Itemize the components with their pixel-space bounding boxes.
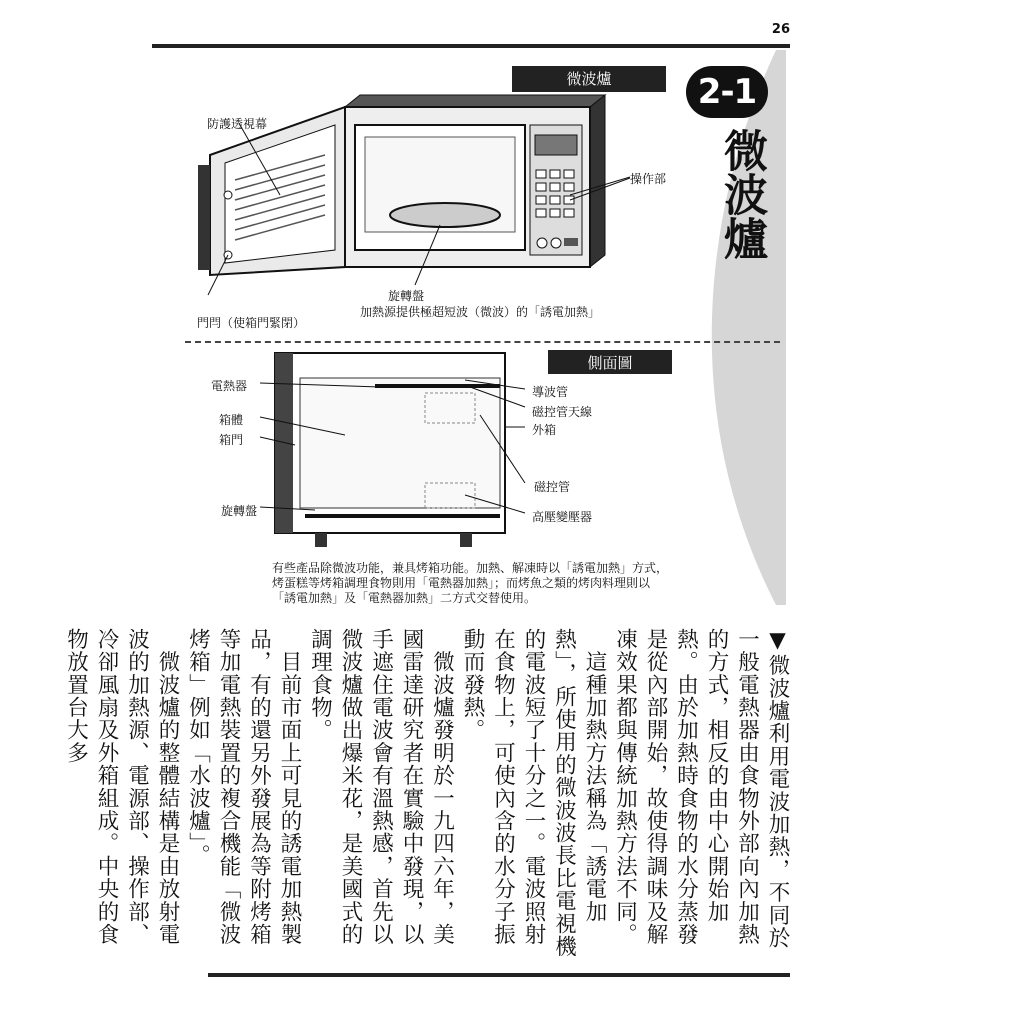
label-waveguide: 導波管	[532, 385, 569, 399]
figure-caption-microwave: 微波爐	[512, 66, 666, 92]
bottom-rule	[208, 973, 790, 977]
controls-leader-line	[560, 170, 640, 210]
label-turntable: 旋轉盤	[388, 289, 425, 303]
figure-caption-side-view: 側面圖	[548, 350, 672, 374]
body-paragraph: 微波爐的整體結構是由放射電波的加熱源、電源部、操作部、冷卻風扇及外箱組成。中央的食物放置台大多	[63, 628, 180, 946]
label-cavity: 箱體	[219, 413, 244, 427]
side-view-note	[272, 561, 692, 606]
label-outer-case: 外箱	[532, 423, 557, 437]
body-text	[63, 628, 792, 964]
label-door-latch: 門閂（使箱門緊閉）	[197, 316, 306, 330]
figure-divider	[185, 341, 780, 343]
label-transformer: 高壓變壓器	[532, 510, 593, 524]
body-paragraph: 目前市面上可見的誘電加熱製品，有的還另外發展為等附烤箱等加電熱裝置的複合機能「微波烤箱」例如「水波爐」。	[185, 628, 302, 946]
label-protective-screen: 防護透視幕	[207, 117, 268, 131]
page-number: 26	[771, 22, 790, 37]
body-paragraph: 微波爐發明於一九四六年，美國雷達研究者在實驗中發現，以手遮住電波會有溫熱感，首先以微波爐做出爆米花，是美國式的調理食物。	[307, 628, 455, 946]
label-door: 箱門	[219, 433, 244, 447]
body-paragraph: 這種加熱方法稱為「誘電加熱」，所使用的微波波長比電視機的電波短了十分之一。電波照射在食物上，可使內含的水分子振動而發熱。	[460, 628, 607, 958]
label-controls: 操作部	[630, 172, 667, 186]
label-magnetron-antenna: 磁控管天線	[532, 405, 593, 419]
label-heat-source: 加熱源提供極超短波（微波）的「誘電加熱」	[360, 305, 601, 319]
section-number-badge: 2-1	[686, 66, 768, 118]
body-paragraph: ▼微波爐利用電波加熱，不同於一般電熱器由食物外部向內加熱的方式，相反的由中心開始加熱。由於加熱時食物的水分蒸發是從內部開始，故使得調味及解凍效果都與傳統加熱方法不同。	[612, 628, 790, 950]
note-line: 「誘電加熱」及「電熱器加熱」二方式交替使用。	[272, 591, 537, 605]
top-rule	[152, 44, 790, 48]
section-title: 微波爐	[716, 128, 767, 260]
note-line: 烤蛋糕等烤箱調理食物則用「電熱器加熱」；而烤魚之類的烤肉料理則以	[272, 576, 651, 590]
label-magnetron: 磁控管	[534, 480, 571, 494]
label-heater: 電熱器	[211, 379, 248, 393]
label-side-turntable: 旋轉盤	[221, 504, 258, 518]
note-line: 有些產品除微波功能，兼具烤箱功能。加熱、解凍時以「誘電加熱」方式，	[272, 561, 669, 575]
side-view-leader-lines	[255, 375, 535, 525]
